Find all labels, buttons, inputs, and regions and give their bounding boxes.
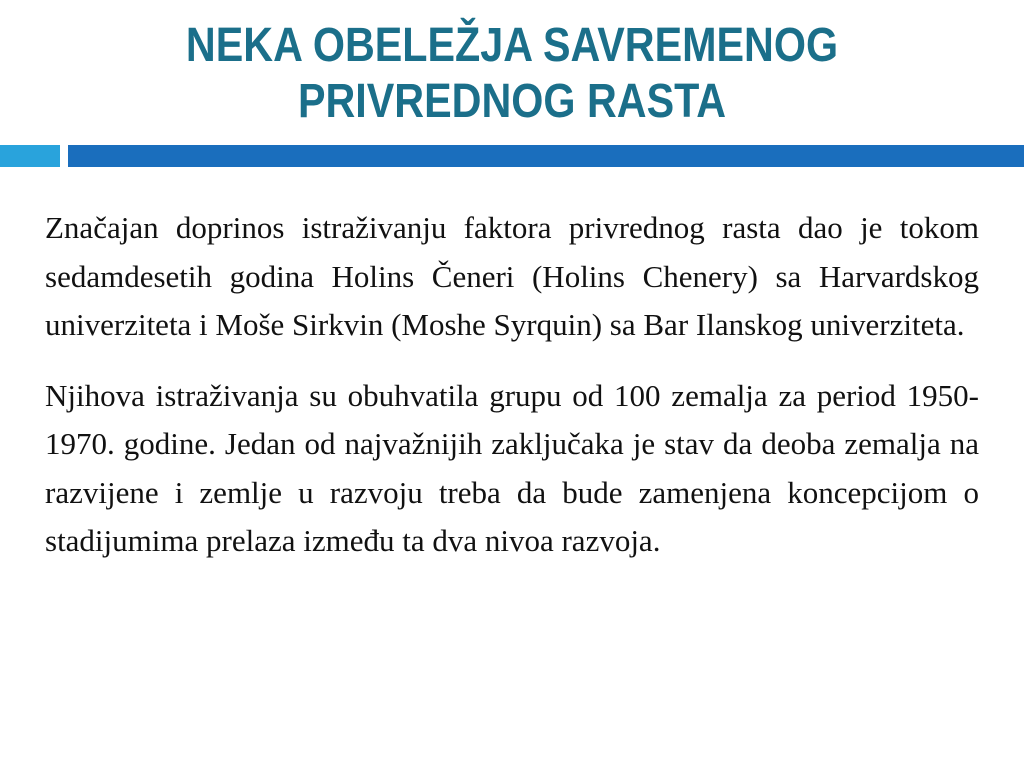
accent-bar-dark — [68, 145, 1024, 167]
slide-title-line-2: PRIVREDNOG RASTA — [297, 75, 727, 128]
slide-title — [72, 18, 953, 130]
accent-bar-light — [0, 145, 60, 167]
slide-title-line-1: NEKA OBELEŽJA SAVREMENOG — [185, 19, 839, 72]
body-paragraph-2: Njihova istraživanja su obuhvatila grupu od 100 zemalja za period 1950-1970. godine. Jedan od najvažnijih zaključaka je stav da deoba zemalja na razvijene i zemlje u razvoju treba da bude zamenjena koncepcijom o stadijumima prelaza između ta dva nivoa razvoja. — [45, 377, 979, 558]
body-paragraph-1: Značajan doprinos istraživanju faktora privrednog rasta dao je tokom sedamdesetih godina Holins Čeneri (Holins Chenery) sa Harvardskog univerziteta i Moše Sirkvin (Moshe Syrquin) sa Bar Ilanskog univerziteta. — [45, 210, 979, 342]
slide-body — [45, 204, 979, 588]
